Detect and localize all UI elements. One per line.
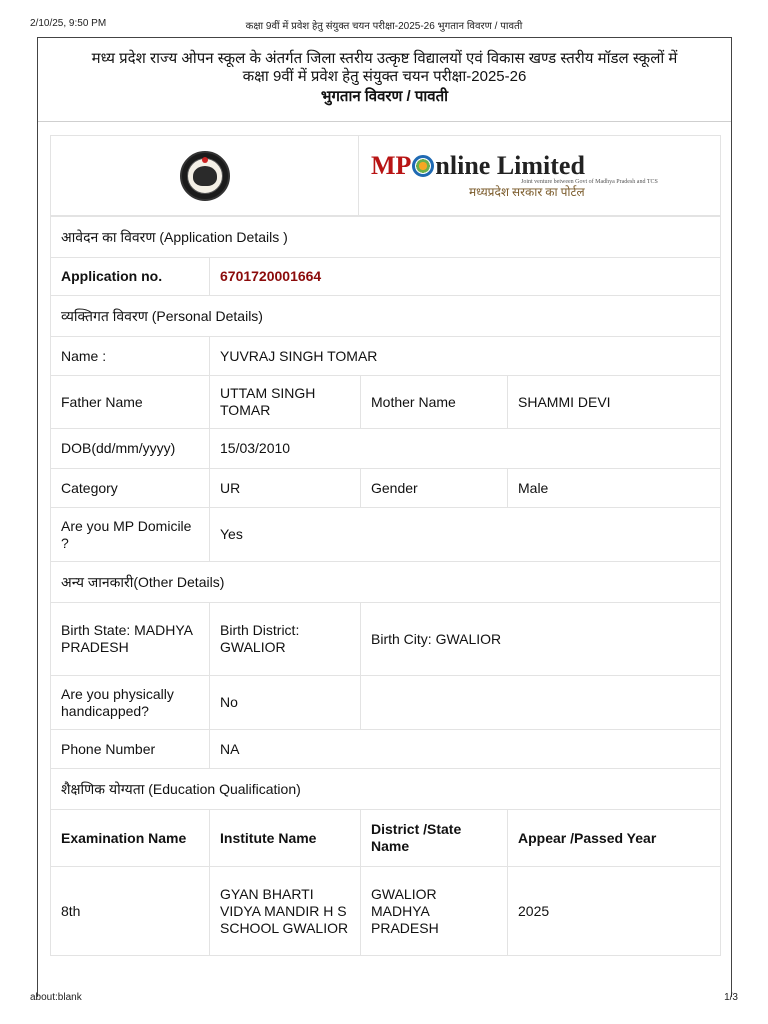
label: Name : [51,337,210,376]
row-birth-place [51,603,720,676]
value: No [210,676,361,730]
empty-cell [361,676,721,730]
receipt-card [50,135,721,956]
print-page-number: 1/3 [724,992,738,1003]
section-title: अन्य जानकारी(Other Details) [51,562,720,603]
row-name [51,337,720,376]
value: Male [508,469,721,508]
brand-tagline: Joint venture between Govt of Madhya Pradesh and TCS [521,178,658,185]
value: Yes [210,508,721,562]
section-personal [51,296,720,337]
mponline-logo [359,136,720,215]
label: Are you physically handicapped? [51,676,210,730]
value: UR [210,469,361,508]
section-title: आवेदन का विवरण (Application Details ) [51,217,720,258]
district-state: GWALIOR MADHYA PRADESH [361,867,508,956]
birth-city: Birth City: GWALIOR [361,603,721,676]
state-seal-cell [51,136,359,215]
brand-hindi: मध्यप्रदेश सरकार का पोर्टल [469,184,585,199]
heading-line-1: मध्य प्रदेश राज्य ओपन स्कूल के अंतर्गत जिला स्तरीय उत्कृष्ट विद्यालयों एवं विकास खण्ड स्तरीय मॉडल स्कूलों में [91,50,678,67]
print-url: about:blank [30,992,82,1003]
label: Phone Number [51,730,210,769]
table-row [51,867,720,956]
heading-line-2: कक्षा 9वीं में प्रवेश हेतु संयुक्त चयन परीक्षा-2025-26 [242,68,527,85]
row-handicap [51,676,720,730]
row-category-gender [51,469,720,508]
print-header [0,18,768,32]
label: Category [51,469,210,508]
print-doc-title: कक्षा 9वीं में प्रवेश हेतु संयुक्त चयन परीक्षा-2025-26 भुगतान विवरण / पावती [245,21,523,32]
print-datetime: 2/10/25, 9:50 PM [30,18,107,29]
brand-mp: MP [371,150,412,180]
label: Are you MP Domicile ? [51,508,210,562]
column-header: Appear /Passed Year [508,810,721,867]
section-other [51,562,720,603]
label: DOB(dd/mm/yyyy) [51,429,210,469]
heading-line-3: भुगतान विवरण / पावती [320,88,449,105]
value: UTTAM SINGH TOMAR [210,376,361,429]
label: Application no. [51,258,210,296]
value: YUVRAJ SINGH TOMAR [210,337,721,376]
row-phone [51,730,720,769]
value: NA [210,730,721,769]
value: 15/03/2010 [210,429,721,469]
exam-name: 8th [51,867,210,956]
education-header-row [51,810,720,867]
row-dob [51,429,720,469]
section-title: शैक्षणिक योग्यता (Education Qualification) [51,769,720,810]
row-domicile [51,508,720,562]
brand-rest: nline Limited [435,150,585,180]
column-header: District /State Name [361,810,508,867]
value: SHAMMI DEVI [508,376,721,429]
birth-state: Birth State: MADHYA PRADESH [51,603,210,676]
logo-bar [51,136,720,216]
label: Mother Name [361,376,508,429]
column-header: Examination Name [51,810,210,867]
mponline-globe-icon [412,155,434,177]
details-table [51,216,720,955]
application-number: 6701720001664 [210,258,721,296]
column-header: Institute Name [210,810,361,867]
page-heading [38,38,731,122]
receipt-frame [37,37,732,997]
institute-name: GYAN BHARTI VIDYA MANDIR H S SCHOOL GWALIOR [210,867,361,956]
passed-year: 2025 [508,867,721,956]
row-parents [51,376,720,429]
label: Father Name [51,376,210,429]
section-application [51,217,720,258]
state-seal-icon [180,151,230,201]
label: Gender [361,469,508,508]
section-title: व्यक्तिगत विवरण (Personal Details) [51,296,720,337]
birth-district: Birth District: GWALIOR [210,603,361,676]
section-education [51,769,720,810]
row-application-no [51,258,720,296]
